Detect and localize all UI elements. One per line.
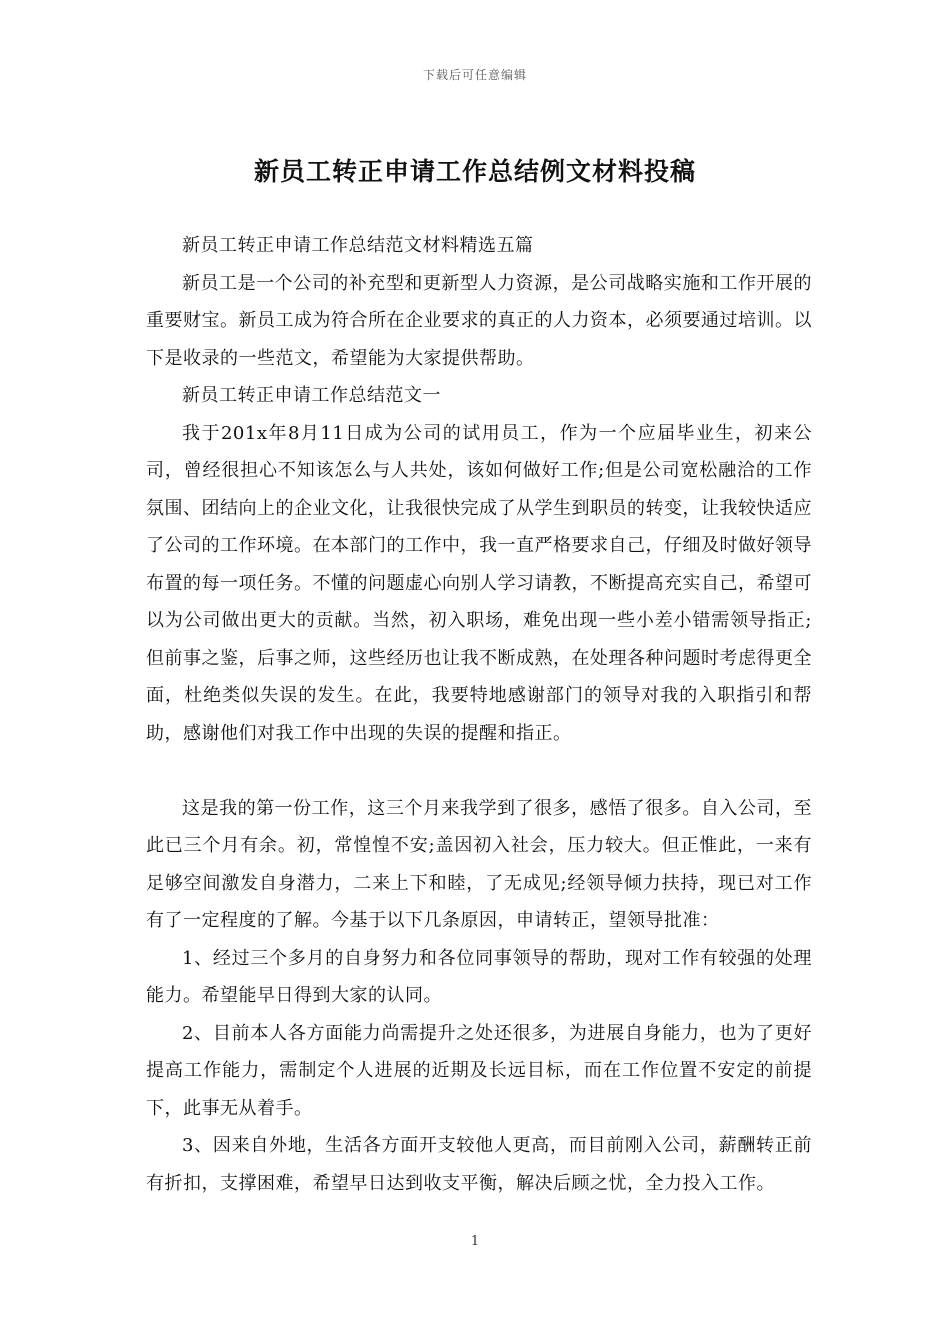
paragraph-reason-3: 3、因来自外地，生活各方面开支较他人更高，而目前刚入公司，薪酬转正前有折扣，支撑困难，希望早日达到收支平衡，解决后顾之忧，全力投入工作。	[146, 1135, 812, 1194]
paragraph-body-2: 这是我的第一份工作，这三个月来我学到了很多，感悟了很多。自入公司，至此已三个月有余。初，常惶惶不安;盖因初入社会，压力较大。但正惟此，一来有足够空间激发自身潜力，二来上下和睦，了无成见;经领导倾力扶持，现已对工作有了一定程度的了解。今基于以下几条原因，申请转正，望领导批准：	[146, 797, 812, 931]
document-title: 新员工转正申请工作总结例文材料投稿	[253, 157, 696, 186]
document-body	[146, 227, 812, 1202]
paragraph-intro: 新员工是一个公司的补充型和更新型人力资源，是公司战略实施和工作开展的重要财宝。新员工成为符合所在企业要求的真正的人力资本，必须要通过培训。以下是收录的一些范文，希望能为大家提供帮助。	[146, 272, 812, 369]
paragraph-body-1: 我于201x年8月11日成为公司的试用员工，作为一个应届毕业生，初来公司，曾经很担心不知该怎么与人共处，该如何做好工作;但是公司宽松融洽的工作氛围、团结向上的企业文化，让我很快完成了从学生到职员的转变，让我较快适应了公司的工作环境。在本部门的工作中，我一直严格要求自己，仔细及时做好领导布置的每一项任务。不懂的问题虚心向别人学习请教，不断提高充实自己，希望可以为公司做出更大的贡献。当然，初入职场，难免出现一些小差小错需领导指正;但前事之鉴，后事之师，这些经历也让我不断成熟，在处理各种问题时考虑得更全面，杜绝类似失误的发生。在此，我要特地感谢部门的领导对我的入职指引和帮助，感谢他们对我工作中出现的失误的提醒和指正。	[146, 422, 812, 744]
header-note: 下载后可任意编辑	[422, 68, 527, 82]
page-number: 1	[470, 1234, 480, 1249]
paragraph-reason-2: 2、目前本人各方面能力尚需提升之处还很多，为进展自身能力，也为了更好提高工作能力，需制定个人进展的近期及长远目标，而在工作位置不安定的前提下，此事无从着手。	[146, 1022, 812, 1119]
paragraph-subtitle: 新员工转正申请工作总结范文材料精选五篇	[182, 235, 534, 256]
paragraph-section-heading: 新员工转正申请工作总结范文一	[182, 385, 441, 406]
paragraph-reason-1: 1、经过三个多月的自身努力和各位同事领导的帮助，现对工作有较强的处理能力。希望能早日得到大家的认同。	[146, 947, 812, 1006]
